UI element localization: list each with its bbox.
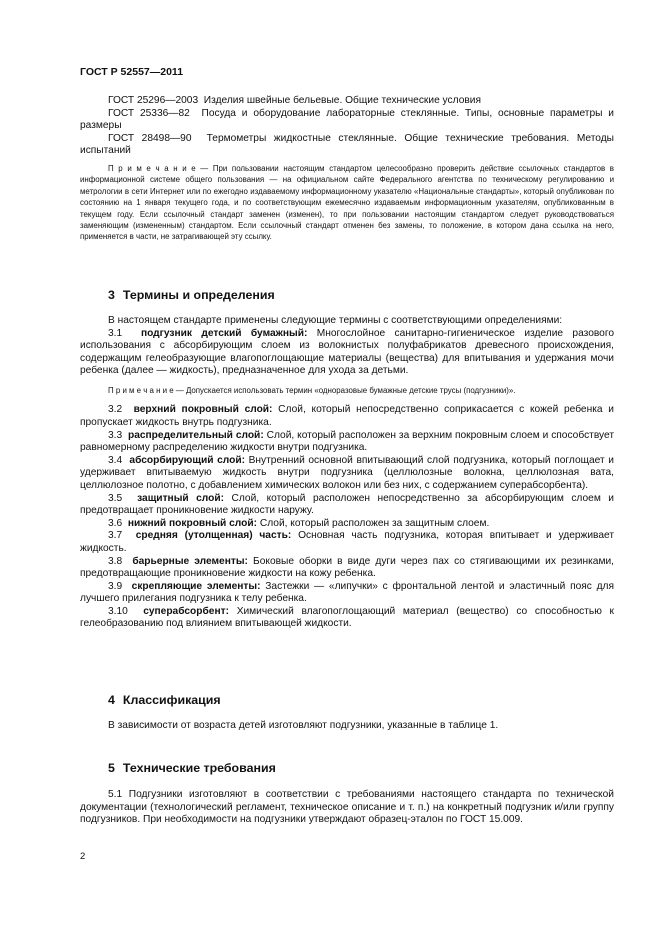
term-name: нижний покровный слой: bbox=[127, 517, 258, 529]
term-name: абсорбирующий слой: bbox=[129, 454, 245, 466]
reference-item: ГОСТ 25336—82 Посуда и оборудование лабораторные стеклянные. Типы, основные параметры и размеры bbox=[80, 107, 614, 132]
term-name: подгузник детский бумажный: bbox=[140, 327, 308, 339]
paragraph: 5.1 Подгузники изготовляют в соответствии с требованиями настоящего стандарта по технической документации (технологический регламент, техническое описание и т. п.) на конкретный подгузник и/или группу подгузников. При необходимости на подгузники утверждают образец-эталон по ГОСТ 15.009. bbox=[80, 789, 614, 826]
section-4-body bbox=[80, 720, 614, 733]
note-label: П р и м е ч а н и е — bbox=[108, 164, 209, 173]
term-definition: 3.1 подгузник детский бумажный: Многослойное санитарно-гигиеническое изделие разового использования с абсорбирующим слоем из волокнистых полуфабрикатов древесного происхождения, содержащим гелеобразующие влагопоглощающие материалы (вещества) для впитывания и удержания мочи ребенка (далее — жидкость), предназначенное для ухода за детьми. bbox=[80, 327, 614, 377]
term-name: скрепляющие элементы: bbox=[131, 580, 261, 592]
term-definition: 3.5 защитный слой: Слой, который расположен непосредственно за абсорбирующим слоем и предотвращает проникновение жидкости наружу. bbox=[80, 492, 614, 517]
note-block bbox=[80, 163, 614, 243]
reference-item: ГОСТ 25296—2003 Изделия швейные бельевые. Общие технические условия bbox=[108, 95, 481, 106]
term-name: защитный слой: bbox=[137, 492, 225, 504]
term-definition: 3.7 средняя (утолщенная) часть: Основная часть подгузника, которая впитывает и удерживает жидкость. bbox=[80, 530, 614, 554]
term-name: средняя (утолщенная) часть: bbox=[135, 530, 292, 542]
term-name: барьерные элементы: bbox=[132, 555, 248, 567]
standard-header: ГОСТ Р 52557—2011 bbox=[80, 66, 184, 78]
normative-references bbox=[80, 95, 614, 158]
page-number: 2 bbox=[80, 851, 86, 862]
note-text: При пользовании настоящим стандартом целесообразно проверить действие ссылочных стандартов в информационной системе общего пользования — на официальном сайте Федерального агентства по техническому регулированию и метрологии в сети Интернет или по ежегодно издаваемому информационному указателю «Национальные стандарты», который опубликован по состоянию на 1 января текущего года, и по соответствующим ежемесячно издаваемым информационным указателям, опубликованным в текущем году. Если ссылочный стандарт заменен (изменен), то при пользовании настоящим стандартом следует руководствоваться заменяющим (измененным) стандартом. Если ссылочный стандарт отменен без замены, то положение, в котором дана ссылка на него, применяется в части, не затрагивающей эту ссылку. bbox=[80, 164, 614, 242]
note-label: П р и м е ч а н и е — bbox=[108, 385, 184, 395]
term-definition: 3.8 барьерные элементы: Боковые оборки в виде дуги через пах со стягивающими их резинками, предотвращающие проникновение жидкости на кожу ребенка. bbox=[80, 555, 614, 580]
section-intro: В настоящем стандарте применены следующие термины с соответствующими определениями: bbox=[108, 315, 563, 326]
term-name: распределительный слой: bbox=[127, 429, 264, 441]
section-heading: 3 Термины и определения bbox=[108, 288, 275, 302]
reference-item: ГОСТ 28498—90 Термометры жидкостные стеклянные. Общие технические требования. Методы испытаний bbox=[80, 132, 615, 157]
paragraph: В зависимости от возраста детей изготовляют подгузники, указанные в таблице 1. bbox=[108, 720, 499, 731]
term-list bbox=[80, 404, 614, 631]
section-3-body bbox=[80, 315, 614, 631]
section-heading: 4 Классификация bbox=[108, 693, 221, 707]
term-definition: 3.9 скрепляющие элементы: Застежки — «липучки» с фронтальной лентой и эластичный пояс для лучшего прилегания подгузника к телу ребенка. bbox=[80, 580, 614, 605]
term-definition: 3.3 распределительный слой: Слой, который расположен за верхним покровным слоем и способствует равномерному распределению жидкости внутри подгузника. bbox=[80, 429, 614, 454]
term-definition: 3.4 абсорбирующий слой: Внутренний основной впитывающий слой подгузника, который поглощает и удерживает впитываемую жидкость внутри подгузника (целлюлозные волокна, целлюлозная вата, целлюлозное полотно, с добавлением химических волокон или без них, с содержанием суперабсорбента). bbox=[80, 454, 614, 491]
term-definition: 3.10 суперабсорбент: Химический влагопоглощающий материал (вещество) со способностью к гелеобразованию под влиянием впитывающей жидкости. bbox=[80, 605, 614, 630]
term-definition: 3.6 нижний покровный слой: Слой, который расположен за защитным слоем. bbox=[108, 517, 490, 529]
section-5-body bbox=[80, 789, 614, 827]
section-heading: 5 Технические требования bbox=[108, 761, 276, 775]
term-name: суперабсорбент: bbox=[143, 605, 229, 617]
term-definition: 3.2 верхний покровный слой: Слой, который непосредственно соприкасается с кожей ребенка и пропускает жидкость внутрь подгузника. bbox=[80, 404, 614, 428]
note-block bbox=[80, 385, 614, 396]
note-text: Допускается использовать термин «одноразовые бумажные детские трусы (подгузники)». bbox=[185, 385, 516, 395]
term-name: верхний покровный слой: bbox=[133, 404, 273, 416]
